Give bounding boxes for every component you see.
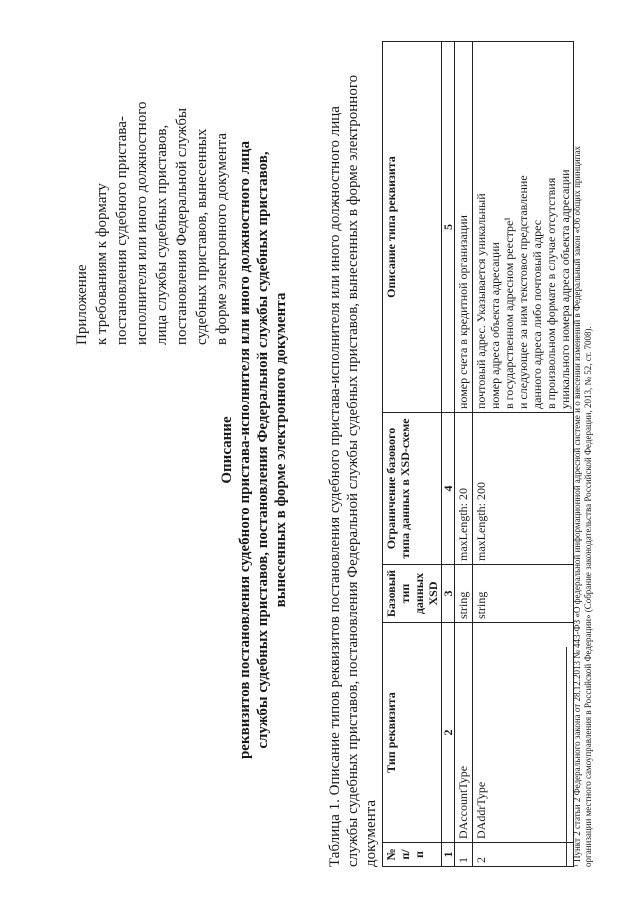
table-row bbox=[455, 42, 473, 867]
header-number: № п/п bbox=[383, 843, 442, 867]
appendix-line: постановления Федеральной службы bbox=[174, 107, 190, 345]
row-restriction: maxLength: 20 bbox=[455, 413, 473, 565]
column-number-row bbox=[442, 42, 455, 867]
row-restriction: maxLength: 200 bbox=[473, 413, 574, 565]
caption-line: службы судебных приставов, постановления Федеральной службы судебных приставов, вынесенных в форме электронного bbox=[345, 74, 361, 867]
description-line: почтовый адрес. Указывается уникальный bbox=[474, 193, 488, 409]
appendix-line: к требованиям к формату bbox=[94, 183, 110, 345]
description-line: и следующее за ним текстовое представление bbox=[516, 175, 530, 409]
row-description bbox=[455, 42, 473, 413]
caption-line: документа bbox=[363, 799, 379, 867]
appendix-line: лица службы судебных приставов, bbox=[154, 124, 170, 345]
appendix-line: в форме электронного документа bbox=[214, 132, 230, 345]
footnote-separator bbox=[566, 647, 567, 867]
title-line: реквизитов постановления судебного пристава-исполнителя или иного должностного лица bbox=[237, 140, 253, 760]
column-number: 3 bbox=[442, 565, 455, 623]
row-description bbox=[473, 42, 574, 413]
appendix-header bbox=[72, 45, 232, 345]
requisite-types-table bbox=[382, 41, 574, 867]
header-description: Описание типа реквизита bbox=[383, 42, 442, 413]
description-line: данного адреса либо почтовый адрес bbox=[530, 219, 544, 409]
row-requisite-type: DAccountType bbox=[455, 623, 473, 843]
footnote-line: организации местного самоуправления в Российской Федерации» (Собрание законодательства Российской Федерации, 2013, № 52, ст. 7008). bbox=[583, 326, 593, 867]
appendix-line: Приложение bbox=[74, 264, 90, 345]
title-line: Описание bbox=[219, 416, 235, 484]
row-requisite-type: DAddrType bbox=[473, 623, 574, 843]
description-line: номер адреса объекта адресации bbox=[488, 242, 502, 409]
footnote bbox=[572, 41, 594, 867]
description-line: номер счета в кредитной организации bbox=[456, 215, 470, 409]
title-line: службы судебных приставов, постановления Федеральной службы судебных приставов, bbox=[255, 151, 271, 749]
caption-line: Таблица 1. Описание типов реквизитов постановления судебного пристава-исполнителя или иного должностного лица bbox=[327, 106, 343, 867]
header-base-type: Базовый тип данных XSD bbox=[383, 565, 442, 623]
row-number: 1 bbox=[455, 843, 473, 867]
table-header-row bbox=[383, 42, 442, 867]
column-number: 4 bbox=[442, 413, 455, 565]
column-number: 2 bbox=[442, 623, 455, 843]
row-number: 2 bbox=[473, 843, 574, 867]
description-line: в государственном адресном реестре¹ bbox=[502, 217, 516, 409]
appendix-line: исполнителя или иного должностного bbox=[134, 101, 150, 345]
row-base-type: string bbox=[455, 565, 473, 623]
column-number: 5 bbox=[442, 42, 455, 413]
header-requisite-type: Тип реквизита bbox=[383, 623, 442, 843]
table-row bbox=[473, 42, 574, 867]
header-restriction: Ограничение базового типа данных в XSD-схеме bbox=[383, 413, 442, 565]
title-line: вынесенных в форме электронного документа bbox=[273, 292, 289, 608]
document-title bbox=[218, 35, 290, 865]
table-caption bbox=[326, 41, 380, 867]
row-base-type: string bbox=[473, 565, 574, 623]
appendix-line: постановления судебного пристава- bbox=[114, 116, 130, 345]
column-number: 1 bbox=[442, 843, 455, 867]
appendix-line: судебных приставов, вынесенных bbox=[194, 128, 210, 345]
description-line: в произвольном формате в случае отсутствия bbox=[544, 177, 558, 409]
footnote-line: ¹ Пункт 2 статьи 2 Федерального закона от 28.12.2013 № 443-ФЗ «О федеральной информационной адресной системе и о внесении изменений в Федеральный закон «Об общих принципах bbox=[572, 146, 582, 867]
description-line: уникального номера адреса объекта адресации bbox=[558, 169, 572, 409]
